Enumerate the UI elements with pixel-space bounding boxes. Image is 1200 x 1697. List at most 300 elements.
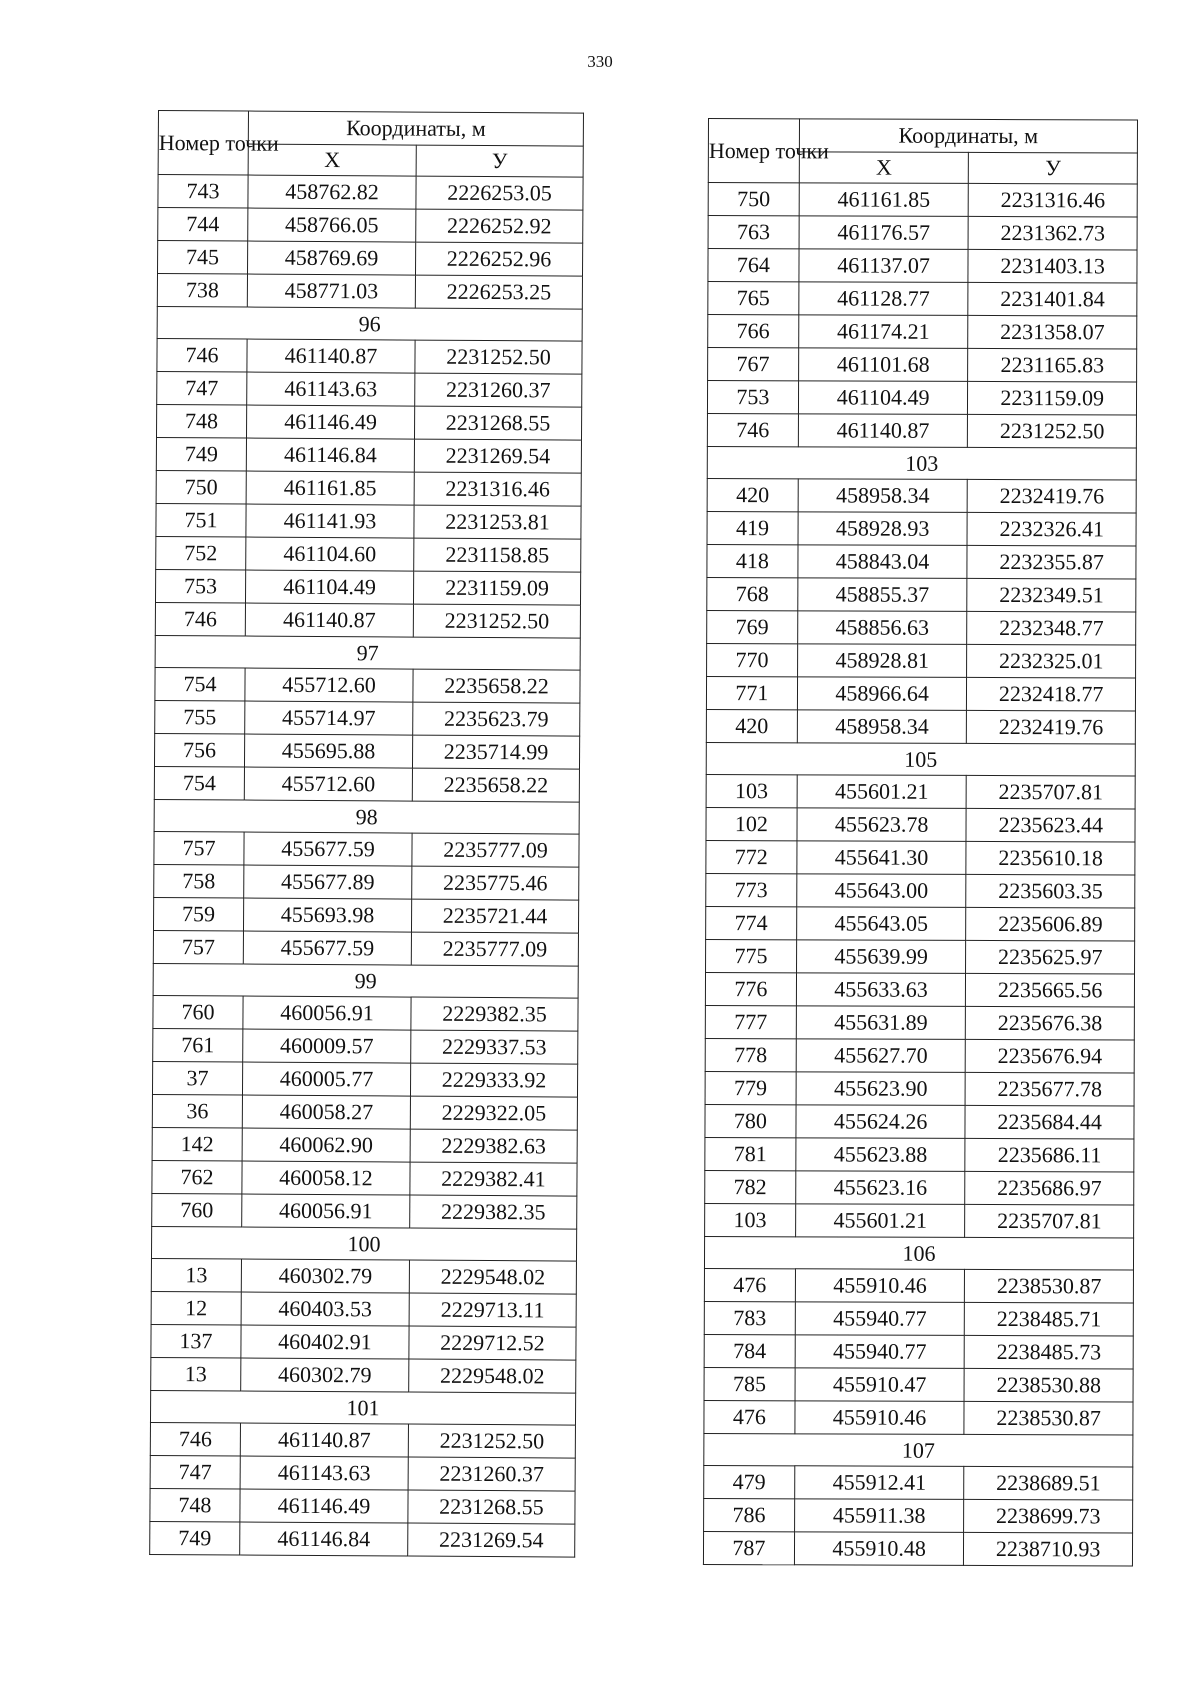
table-row [157, 274, 582, 310]
x-coordinate-cell: 458762.82 [248, 175, 416, 209]
table-row [707, 478, 1136, 512]
table-body [703, 183, 1137, 1566]
table-row [707, 643, 1136, 677]
point-number-cell: 767 [708, 348, 799, 381]
group-number-cell: 97 [155, 635, 580, 670]
group-number-cell: 103 [707, 446, 1136, 479]
group-row [150, 1390, 575, 1425]
x-coordinate-cell: 455643.05 [796, 907, 966, 941]
y-coordinate-cell: 2235686.11 [965, 1138, 1134, 1172]
table-row [155, 602, 580, 638]
x-coordinate-cell: 461176.57 [799, 216, 969, 250]
table-row [708, 282, 1137, 316]
table-row [705, 1170, 1134, 1204]
point-number-cell: 479 [704, 1465, 795, 1498]
x-coordinate-cell: 460009.57 [243, 1029, 411, 1063]
point-number-cell: 476 [704, 1268, 795, 1301]
y-coordinate-cell: 2231268.55 [408, 1490, 575, 1524]
point-number-cell: 13 [151, 1357, 241, 1391]
table-row [151, 1291, 576, 1327]
point-number-cell: 748 [156, 404, 246, 438]
group-row [154, 799, 579, 834]
point-number-cell: 756 [154, 733, 244, 767]
y-coordinate-cell: 2235721.44 [411, 899, 578, 933]
x-coordinate-cell: 461161.85 [246, 471, 414, 505]
table-row [151, 1357, 576, 1393]
x-coordinate-cell: 455641.30 [797, 841, 967, 875]
x-coordinate-cell: 458769.69 [247, 241, 415, 275]
point-number-cell: 749 [156, 437, 246, 471]
point-number-cell: 13 [151, 1258, 241, 1292]
y-coordinate-cell: 2232419.76 [967, 710, 1136, 744]
x-coordinate-cell: 461104.49 [798, 381, 968, 415]
y-coordinate-cell: 2235777.09 [412, 833, 579, 867]
group-row [707, 446, 1136, 479]
y-coordinate-cell: 2229548.02 [409, 1260, 576, 1294]
y-coordinate-cell: 2229548.02 [409, 1359, 576, 1393]
x-coordinate-cell: 458928.93 [798, 512, 968, 546]
x-coordinate-cell: 458771.03 [247, 274, 415, 308]
table-row [154, 733, 579, 769]
table-row [153, 995, 578, 1031]
point-number-cell: 37 [152, 1061, 242, 1095]
y-coordinate-cell: 2226252.96 [415, 242, 582, 276]
y-coordinate-cell: 2231252.50 [415, 340, 582, 374]
group-number-cell: 101 [150, 1390, 575, 1425]
x-coordinate-cell: 460302.79 [241, 1358, 409, 1392]
table-row [704, 1334, 1133, 1368]
y-coordinate-cell: 2235623.79 [413, 702, 580, 736]
point-number-cell: 786 [704, 1498, 795, 1531]
x-coordinate-cell: 455693.98 [243, 898, 411, 932]
table-row [707, 610, 1136, 644]
table-row [706, 774, 1135, 808]
point-number-cell: 757 [154, 831, 244, 865]
point-number-cell: 758 [154, 864, 244, 898]
table-row [707, 577, 1136, 611]
x-coordinate-cell: 458856.63 [797, 611, 967, 645]
table-row [706, 840, 1135, 874]
y-coordinate-cell: 2235610.18 [966, 841, 1135, 875]
x-coordinate-cell: 455624.26 [796, 1105, 966, 1139]
y-coordinate-cell: 2231159.09 [968, 381, 1137, 415]
table-row [706, 676, 1135, 710]
y-coordinate-cell: 2226252.92 [416, 209, 583, 243]
point-number-cell: 753 [155, 569, 245, 603]
table-row [704, 1301, 1133, 1335]
table-row [151, 1324, 576, 1360]
y-coordinate-cell: 2231268.55 [414, 406, 581, 440]
table-row [705, 1203, 1134, 1237]
table-row [152, 1061, 577, 1097]
point-number-cell: 783 [704, 1301, 795, 1334]
y-coordinate-cell: 2229382.41 [410, 1162, 577, 1196]
x-coordinate-cell: 461104.60 [246, 537, 414, 571]
x-coordinate-cell: 455910.47 [795, 1368, 965, 1402]
table-row [155, 569, 580, 605]
table-row [156, 404, 581, 440]
table-row [157, 371, 582, 407]
x-coordinate-cell: 455712.60 [244, 767, 412, 801]
y-coordinate-cell: 2235658.22 [413, 669, 580, 703]
y-coordinate-cell: 2231252.50 [968, 414, 1137, 448]
y-coordinate-cell: 2238485.73 [965, 1335, 1134, 1369]
point-number-cell: 757 [153, 930, 243, 964]
y-coordinate-cell: 2229713.11 [409, 1293, 576, 1327]
table-row [705, 1104, 1134, 1138]
y-coordinate-cell: 2238689.51 [964, 1466, 1133, 1500]
x-coordinate-cell: 455695.88 [244, 734, 412, 768]
table-header [708, 119, 1137, 184]
x-coordinate-cell: 455627.70 [796, 1039, 966, 1073]
table-row [152, 1127, 577, 1163]
point-number-cell: 779 [705, 1071, 796, 1104]
point-number-cell: 749 [150, 1521, 240, 1555]
y-coordinate-cell: 2235658.22 [412, 768, 579, 802]
y-coordinate-cell: 2229333.92 [410, 1063, 577, 1097]
point-number-cell: 774 [706, 906, 797, 939]
x-coordinate-cell: 455623.90 [796, 1072, 966, 1106]
point-number-cell: 102 [706, 807, 797, 840]
table-row [150, 1521, 575, 1557]
x-coordinate-cell: 461146.84 [240, 1522, 408, 1556]
x-coordinate-cell: 455623.78 [797, 808, 967, 842]
table-row [705, 1071, 1134, 1105]
y-coordinate-cell: 2232355.87 [967, 545, 1136, 579]
x-coordinate-cell: 455601.21 [797, 775, 967, 809]
x-coordinate-cell: 461141.93 [246, 504, 414, 538]
x-coordinate-cell: 455712.60 [245, 668, 413, 702]
y-coordinate-cell: 2235603.35 [966, 874, 1135, 908]
y-coordinate-cell: 2229382.35 [410, 1195, 577, 1229]
y-coordinate-cell: 2231252.50 [413, 604, 580, 638]
table-row [152, 1160, 577, 1196]
y-coordinate-cell: 2229382.63 [410, 1129, 577, 1163]
y-coordinate-cell: 2235775.46 [412, 866, 579, 900]
x-coordinate-cell: 455633.63 [796, 973, 966, 1007]
y-coordinate-cell: 2232418.77 [967, 677, 1136, 711]
table-row [707, 413, 1136, 447]
table-row [152, 1193, 577, 1229]
x-coordinate-cell: 460005.77 [242, 1062, 410, 1096]
y-coordinate-cell: 2235677.78 [965, 1072, 1134, 1106]
table-row [705, 1005, 1134, 1039]
y-coordinate-cell: 2235777.09 [411, 932, 578, 966]
table-row [155, 700, 580, 736]
x-coordinate-cell: 460402.91 [241, 1325, 409, 1359]
point-number-cell: 420 [707, 478, 798, 511]
y-coordinate-cell: 2231252.50 [408, 1424, 575, 1458]
y-coordinate-cell: 2235606.89 [966, 907, 1135, 941]
y-coordinate-cell: 2231401.84 [968, 282, 1137, 316]
y-coordinate-cell: 2231260.37 [408, 1457, 575, 1491]
table-body [150, 175, 583, 1558]
y-coordinate-cell: 2235686.97 [965, 1171, 1134, 1205]
y-column-header: У [416, 145, 583, 177]
x-coordinate-cell: 455631.89 [796, 1006, 966, 1040]
point-number-cell: 755 [155, 700, 245, 734]
point-number-cell: 777 [705, 1005, 796, 1038]
group-row [706, 742, 1135, 775]
y-coordinate-cell: 2235684.44 [965, 1105, 1134, 1139]
group-number-cell: 99 [153, 963, 578, 998]
x-coordinate-cell: 455639.99 [796, 940, 966, 974]
y-coordinate-cell: 2226253.05 [416, 176, 583, 210]
point-number-cell: 753 [707, 381, 798, 414]
x-coordinate-cell: 461143.63 [240, 1456, 408, 1490]
table-row [707, 544, 1136, 578]
table-row [156, 536, 581, 572]
point-number-cell: 770 [707, 643, 798, 676]
x-coordinate-cell: 455940.77 [795, 1335, 965, 1369]
table-row [706, 807, 1135, 841]
group-number-cell: 105 [706, 742, 1135, 775]
y-coordinate-cell: 2231403.13 [968, 249, 1137, 283]
x-coordinate-cell: 461140.87 [247, 339, 415, 373]
y-coordinate-cell: 2229337.53 [411, 1030, 578, 1064]
coordinates-header: Координаты, м [799, 119, 1137, 153]
point-number-header: Номер точки [158, 111, 248, 176]
table-row [707, 381, 1136, 415]
y-coordinate-cell: 2231316.46 [414, 472, 581, 506]
point-number-cell: 747 [157, 371, 247, 405]
point-number-cell: 750 [156, 470, 246, 504]
point-number-cell: 776 [705, 972, 796, 1005]
table-row [708, 348, 1137, 382]
y-coordinate-cell: 2231159.09 [413, 571, 580, 605]
group-row [704, 1433, 1133, 1466]
point-number-cell: 772 [706, 840, 797, 873]
point-number-cell: 773 [706, 873, 797, 906]
table-row [152, 1094, 577, 1130]
table-row [150, 1422, 575, 1458]
point-number-cell: 746 [707, 413, 798, 446]
table-row [706, 906, 1135, 940]
table-row [708, 216, 1137, 250]
y-coordinate-cell: 2226253.25 [415, 275, 582, 309]
table-row [704, 1465, 1133, 1499]
point-number-cell: 419 [707, 511, 798, 544]
table-row [156, 437, 581, 473]
table-row [706, 709, 1135, 743]
table-row [704, 1498, 1133, 1532]
table-row [155, 667, 580, 703]
y-coordinate-cell: 2229382.35 [411, 997, 578, 1031]
y-coordinate-cell: 2235665.56 [966, 973, 1135, 1007]
point-number-cell: 751 [156, 503, 246, 537]
point-number-cell: 36 [152, 1094, 242, 1128]
table-row [706, 873, 1135, 907]
x-coordinate-cell: 455940.77 [795, 1302, 965, 1336]
y-coordinate-cell: 2235714.99 [412, 735, 579, 769]
x-coordinate-cell: 458958.34 [798, 479, 968, 513]
group-row [153, 963, 578, 998]
point-number-cell: 420 [706, 709, 797, 742]
point-number-cell: 476 [704, 1400, 795, 1433]
point-number-cell: 781 [705, 1137, 796, 1170]
x-coordinate-cell: 455714.97 [245, 701, 413, 735]
y-coordinate-cell: 2235676.94 [966, 1039, 1135, 1073]
x-coordinate-cell: 461146.49 [246, 405, 414, 439]
x-coordinate-cell: 455623.16 [796, 1171, 966, 1205]
y-coordinate-cell: 2238485.71 [965, 1302, 1134, 1336]
x-coordinate-cell: 455910.46 [795, 1269, 965, 1303]
table-header [158, 111, 583, 178]
y-coordinate-cell: 2232348.77 [967, 611, 1136, 645]
group-row [157, 306, 582, 341]
y-coordinate-cell: 2235707.81 [966, 775, 1135, 809]
x-coordinate-cell: 460058.27 [242, 1095, 410, 1129]
table-row [705, 1137, 1134, 1171]
group-number-cell: 96 [157, 306, 582, 341]
y-coordinate-cell: 2232419.76 [968, 479, 1137, 513]
x-coordinate-cell: 461143.63 [247, 372, 415, 406]
y-coordinate-cell: 2231260.37 [415, 373, 582, 407]
y-coordinate-cell: 2235625.97 [966, 940, 1135, 974]
y-coordinate-cell: 2231253.81 [414, 505, 581, 539]
x-coordinate-cell: 458966.64 [797, 677, 967, 711]
table-row [157, 338, 582, 374]
table-row [151, 1258, 576, 1294]
point-number-cell: 754 [155, 667, 245, 701]
x-coordinate-cell: 458766.05 [248, 208, 416, 242]
point-number-cell: 744 [158, 208, 248, 242]
point-number-cell: 780 [705, 1104, 796, 1137]
point-number-cell: 763 [708, 216, 799, 249]
table-row [708, 249, 1137, 283]
table-row [158, 175, 583, 211]
x-coordinate-cell: 461174.21 [799, 315, 969, 349]
point-number-cell: 771 [706, 676, 797, 709]
point-number-cell: 762 [152, 1160, 242, 1194]
y-coordinate-cell: 2232349.51 [967, 578, 1136, 612]
point-number-cell: 12 [151, 1291, 241, 1325]
point-number-cell: 137 [151, 1324, 241, 1358]
coordinates-table-left [149, 110, 584, 1558]
x-coordinate-cell: 458843.04 [798, 545, 968, 579]
x-coordinate-cell: 455911.38 [794, 1499, 964, 1533]
point-number-cell: 750 [708, 183, 799, 216]
table-row [154, 766, 579, 802]
table-row [150, 1488, 575, 1524]
table-row [704, 1400, 1133, 1434]
table-row [154, 831, 579, 867]
point-number-cell: 785 [704, 1367, 795, 1400]
table-row [704, 1367, 1133, 1401]
point-number-cell: 764 [708, 249, 799, 282]
point-number-cell: 746 [155, 602, 245, 636]
page-number: 330 [587, 52, 613, 71]
point-number-cell: 748 [150, 1488, 240, 1522]
y-coordinate-cell: 2238530.87 [964, 1401, 1133, 1435]
group-row [151, 1226, 576, 1261]
coordinates-table-right [703, 118, 1138, 1566]
x-coordinate-cell: 460056.91 [243, 996, 411, 1030]
y-column-header: У [969, 152, 1138, 184]
point-number-cell: 754 [154, 766, 244, 800]
x-coordinate-cell: 458958.34 [797, 710, 967, 744]
y-coordinate-cell: 2238530.87 [965, 1269, 1134, 1303]
x-coordinate-cell: 455910.46 [795, 1401, 965, 1435]
point-number-cell: 746 [150, 1422, 240, 1456]
point-number-cell: 768 [707, 577, 798, 610]
y-coordinate-cell: 2231362.73 [968, 216, 1137, 250]
group-number-cell: 107 [704, 1433, 1133, 1466]
table-row [705, 1038, 1134, 1072]
x-coordinate-cell: 455912.41 [795, 1466, 965, 1500]
x-coordinate-cell: 455643.00 [797, 874, 967, 908]
y-coordinate-cell: 2229712.52 [409, 1326, 576, 1360]
table-row [153, 897, 578, 933]
y-coordinate-cell: 2231269.54 [414, 439, 581, 473]
point-number-cell: 743 [158, 175, 248, 209]
group-row [155, 635, 580, 670]
point-number-cell: 746 [157, 338, 247, 372]
x-coordinate-cell: 458855.37 [798, 578, 968, 612]
x-coordinate-cell: 461146.84 [246, 438, 414, 472]
y-coordinate-cell: 2231358.07 [968, 315, 1137, 349]
point-number-cell: 760 [153, 995, 243, 1029]
y-coordinate-cell: 2231158.85 [414, 538, 581, 572]
point-number-cell: 766 [708, 315, 799, 348]
point-number-cell: 759 [153, 897, 243, 931]
y-coordinate-cell: 2235676.38 [966, 1006, 1135, 1040]
point-number-cell: 103 [705, 1203, 796, 1236]
x-coordinate-cell: 461137.07 [799, 249, 969, 283]
x-coordinate-cell: 460062.90 [242, 1128, 410, 1162]
y-coordinate-cell: 2235707.81 [965, 1204, 1134, 1238]
x-coordinate-cell: 461140.87 [245, 603, 413, 637]
table-row [708, 183, 1137, 217]
point-number-cell: 784 [704, 1334, 795, 1367]
x-coordinate-cell: 455623.88 [796, 1138, 966, 1172]
point-number-cell: 775 [706, 939, 797, 972]
x-coordinate-cell: 461140.87 [240, 1423, 408, 1457]
x-coordinate-cell: 461161.85 [799, 183, 969, 217]
group-number-cell: 106 [704, 1236, 1133, 1269]
y-coordinate-cell: 2232325.01 [967, 644, 1136, 678]
x-coordinate-cell: 460403.53 [241, 1292, 409, 1326]
point-number-cell: 760 [152, 1193, 242, 1227]
x-coordinate-cell: 460056.91 [242, 1194, 410, 1228]
x-coordinate-cell: 455910.48 [794, 1532, 964, 1566]
table-row [154, 864, 579, 900]
table-row [153, 930, 578, 966]
table-row [158, 208, 583, 244]
point-number-cell: 747 [150, 1455, 240, 1489]
point-number-cell: 761 [153, 1028, 243, 1062]
table-row [703, 1531, 1132, 1565]
table-row [704, 1268, 1133, 1302]
x-coordinate-cell: 458928.81 [797, 644, 967, 678]
y-coordinate-cell: 2229322.05 [410, 1096, 577, 1130]
x-coordinate-cell: 460302.79 [241, 1259, 409, 1293]
point-number-cell: 769 [707, 610, 798, 643]
y-coordinate-cell: 2238530.88 [964, 1368, 1133, 1402]
point-number-cell: 778 [705, 1038, 796, 1071]
point-number-cell: 142 [152, 1127, 242, 1161]
x-column-header: X [248, 144, 416, 176]
group-number-cell: 98 [154, 799, 579, 834]
table-row [156, 470, 581, 506]
x-coordinate-cell: 461104.49 [245, 570, 413, 604]
y-coordinate-cell: 2238710.93 [964, 1532, 1133, 1566]
table-row [158, 241, 583, 277]
y-coordinate-cell: 2231269.54 [408, 1523, 575, 1557]
x-coordinate-cell: 461101.68 [798, 348, 968, 382]
x-coordinate-cell: 461140.87 [798, 414, 968, 448]
x-coordinate-cell: 461128.77 [799, 282, 969, 316]
